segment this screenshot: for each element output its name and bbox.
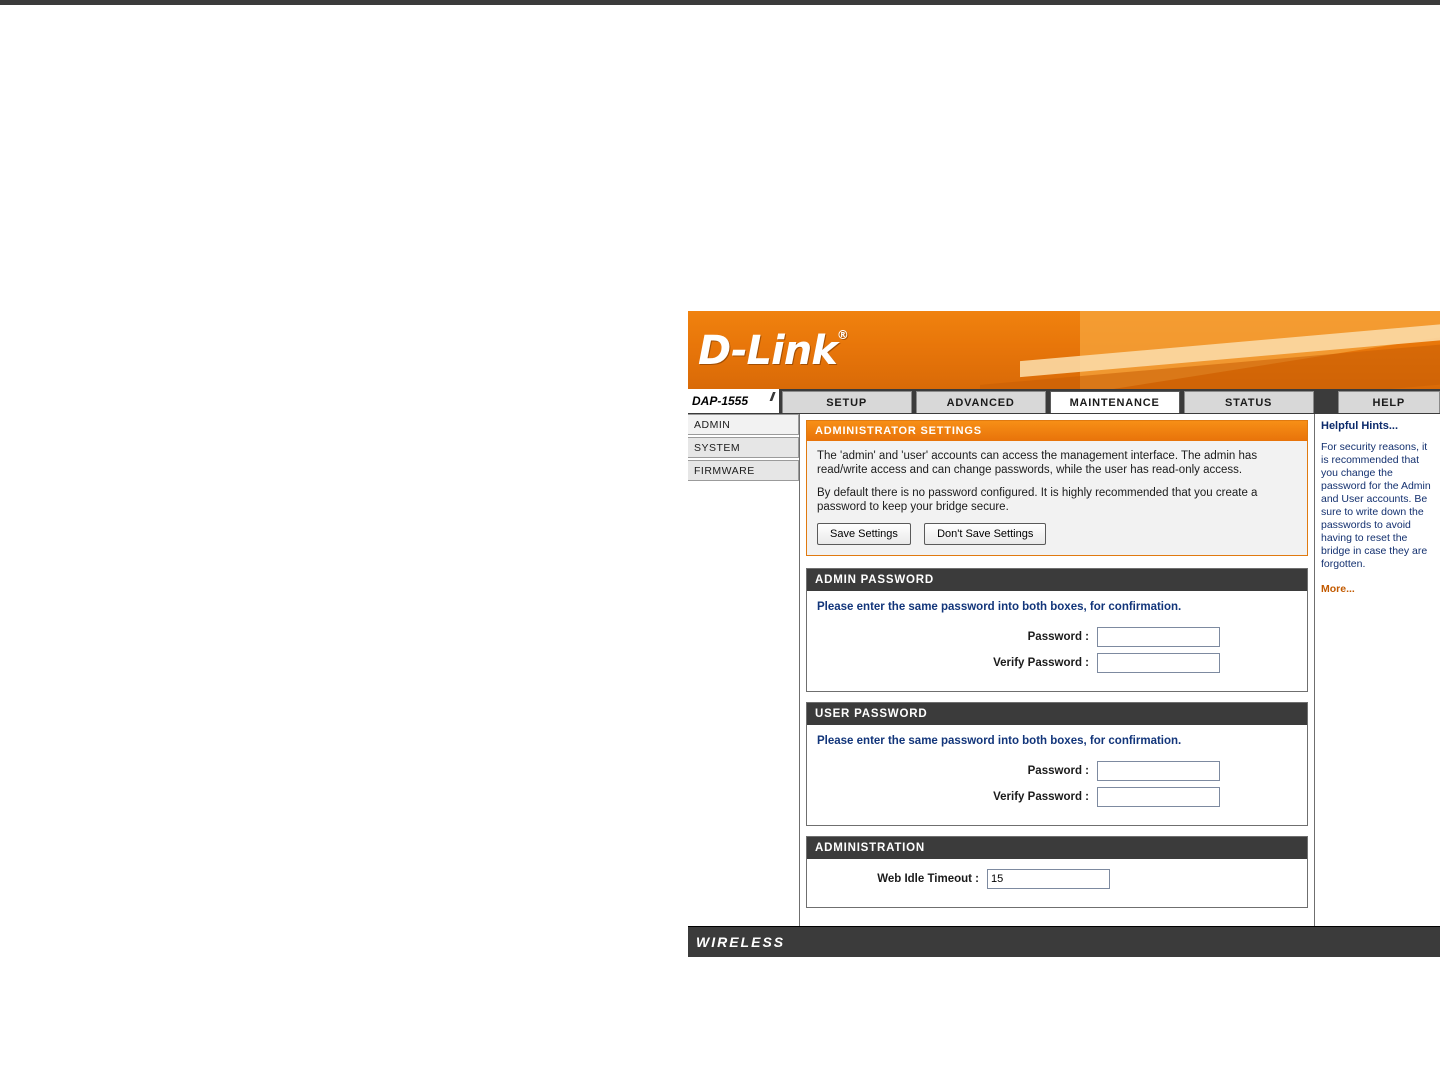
model-name: DAP-1555 (692, 394, 749, 408)
save-settings-button[interactable]: Save Settings (817, 523, 911, 545)
sidebar (688, 414, 800, 926)
dont-save-settings-button[interactable]: Don't Save Settings (924, 523, 1046, 545)
administrator-settings-title: ADMINISTRATOR SETTINGS (807, 421, 1307, 441)
tab-advanced[interactable]: ADVANCED (916, 391, 1046, 413)
tab-setup[interactable]: SETUP (782, 391, 912, 413)
dlink-logo (698, 328, 848, 374)
web-idle-timeout-input[interactable] (987, 869, 1110, 889)
helpful-hints-title: Helpful Hints... (1321, 420, 1398, 432)
admin-password-body (807, 591, 1307, 691)
administrator-settings-body (807, 441, 1307, 555)
registered-mark: ® (836, 328, 848, 342)
user-verify-password-field-row (817, 787, 1297, 807)
user-password-note: Please enter the same password into both boxes, for confirmation. (817, 735, 1182, 747)
admin-password-field-row (817, 627, 1297, 647)
user-verify-password-label: Verify Password : (993, 791, 1089, 803)
tab-status[interactable]: STATUS (1184, 391, 1314, 413)
helpful-hints-text: For security reasons, it is recommended that you change the password for the Admin and User accounts. Be sure to write down the passwords to avoid having to reset the bridge in case they are forgotten. (1321, 441, 1431, 570)
admin-verify-password-label: Verify Password : (993, 657, 1089, 669)
administrator-settings-panel (806, 420, 1308, 556)
user-password-label: Password : (1027, 765, 1089, 777)
main-nav-bar (688, 389, 1440, 413)
brand-banner (688, 311, 1440, 389)
admin-password-label: Password : (1027, 631, 1089, 643)
user-password-body (807, 725, 1307, 825)
web-idle-timeout-label: Web Idle Timeout : (877, 873, 979, 885)
sidebar-item-admin[interactable]: ADMIN (688, 414, 799, 435)
admin-password-panel (806, 568, 1308, 692)
content-area (800, 414, 1314, 926)
administration-panel (806, 836, 1308, 908)
settings-button-row (817, 523, 1297, 545)
administrator-settings-paragraph-2: By default there is no password configured. It is highly recommended that you create a password to keep your bridge secure. (817, 487, 1258, 513)
body-row (688, 413, 1440, 926)
user-password-input[interactable] (1097, 761, 1220, 781)
user-password-title: USER PASSWORD (807, 703, 1307, 725)
administration-body (807, 859, 1307, 907)
admin-verify-password-field-row (817, 653, 1297, 673)
router-admin-window (688, 311, 1440, 957)
sidebar-item-firmware[interactable]: FIRMWARE (688, 460, 799, 481)
nav-tabs (780, 389, 1338, 413)
footer-bar (688, 926, 1440, 957)
helpful-hints-more-link[interactable]: More... (1321, 583, 1355, 595)
tab-maintenance[interactable]: MAINTENANCE (1050, 391, 1180, 413)
admin-password-input[interactable] (1097, 627, 1220, 647)
admin-verify-password-input[interactable] (1097, 653, 1220, 673)
tab-help[interactable]: HELP (1338, 391, 1440, 413)
user-password-field-row (817, 761, 1297, 781)
model-label (688, 389, 780, 413)
footer-label: WIRELESS (696, 934, 786, 950)
model-slash-decoration: // (769, 390, 773, 404)
user-verify-password-input[interactable] (1097, 787, 1220, 807)
dlink-logo-text: D-Link (698, 328, 837, 374)
nav-spacer (1318, 391, 1336, 413)
web-idle-timeout-row (817, 869, 1297, 889)
helpful-hints-panel (1314, 414, 1440, 926)
administrator-settings-paragraph-1: The 'admin' and 'user' accounts can access the management interface. The admin has read/write access and can change passwords, while the user has read-only access. (817, 450, 1258, 476)
user-password-panel (806, 702, 1308, 826)
sidebar-item-system[interactable]: SYSTEM (688, 437, 799, 458)
admin-password-note: Please enter the same password into both boxes, for confirmation. (817, 601, 1182, 613)
top-decorative-bar (0, 0, 1440, 5)
admin-password-title: ADMIN PASSWORD (807, 569, 1307, 591)
administration-title: ADMINISTRATION (807, 837, 1307, 859)
